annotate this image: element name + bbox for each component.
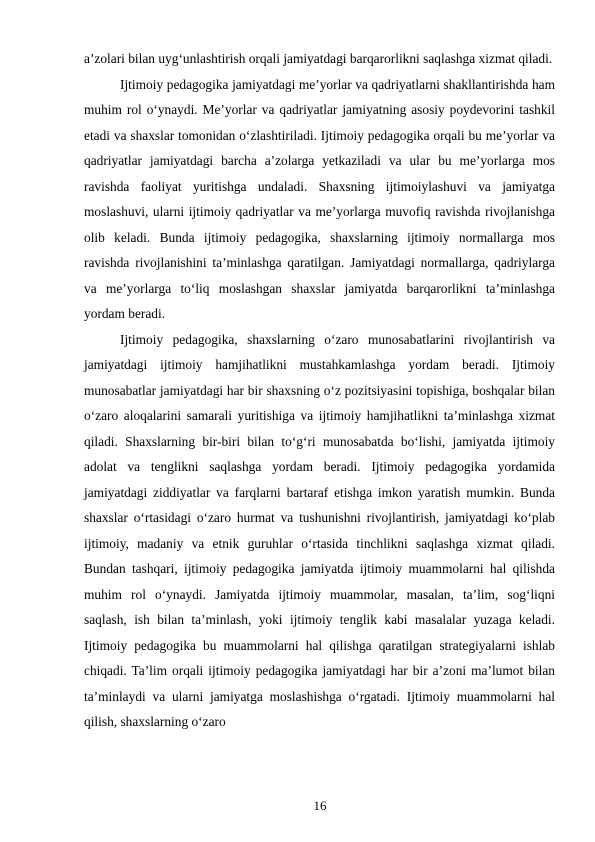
paragraph: Ijtimoiy pedagogika, shaxslarning o‘zaro munosabatlarini rivojlantirish va jamiyatdagi ijtimoiy hamjihatlikni mustahkamlashga yordam beradi. Ijtimoiy munosabatlar jamiyatdagi har bir shaxsning o‘z pozitsiyasini topishiga, boshqalar bilan o‘zaro aloqalarini samarali yuritishiga va ijtimoiy hamjihatlikni ta’minlashga xizmat qiladi. Shaxslarning bir-biri bilan to‘g‘ri munosabatda bo‘lishi, jamiyatda ijtimoiy adolat va tenglikni saqlashga yordam beradi. Ijtimoiy pedagogika yordamida jamiyatdagi ziddiyatlar va farqlarni bartaraf etishga imkon yaratish mumkin. Bunda shaxslar o‘rtasidagi o‘zaro hurmat va tushunishni rivojlantirish, jamiyatdagi ko‘plab ijtimoiy, madaniy va etnik guruhlar o‘rtasida tinchlikni saqlashga xizmat qiladi. Bundan tashqari, ijtimoiy pedagogika jamiyatda ijtimoiy muammolarni hal qilishda muhim rol o‘ynaydi. Jamiyatda ijtimoiy muammolar, masalan, ta’lim, sog‘liqni saqlash, ish bilan ta’minlash, yoki ijtimoiy tenglik kabi masalalar yuzaga keladi. Ijtimoiy pedagogika bu muammolarni hal qilishga qaratilgan strategiyalarni ishlab chiqadi. Ta’lim orqali ijtimoiy pedagogika jamiyatdagi har bir a’zoni ma’lumot bilan ta’minlaydi va ularni jamiyatga moslashishga o‘rgatadi. Ijtimoiy muammolarni hal qilish, shaxslarning o‘zaro (84, 331, 555, 729)
body-text (84, 46, 555, 735)
paragraph-continuation: a’zolari bilan uyg‘unlashtirish orqali jamiyatdagi barqarorlikni saqlashga xizmat qiladi. (84, 51, 553, 66)
page-number: 16 (313, 798, 327, 813)
paragraph: Ijtimoiy pedagogika jamiyatdagi me’yorlar va qadriyatlarni shakllantirishda ham muhim rol o‘ynaydi. Me’yorlar va qadriyatlar jamiyatning asosiy poydevorini tashkil etadi va shaxslar tomonidan o‘zlashtiriladi. Ijtimoiy pedagogika orqali bu me’yorlar va qadriyatlar jamiyatdagi barcha a’zolarga yetkaziladi va ular bu me’yorlarga mos ravishda faoliyat yuritishga undaladi. Shaxsning ijtimoiylashuvi va jamiyatga moslashuvi, ularni ijtimoiy qadriyatlar va me’yorlarga muvofiq ravishda rivojlanishga olib keladi. Bunda ijtimoiy pedagogika, shaxslarning ijtimoiy normallarga mos ravishda rivojlanishini ta’minlashga qaratilgan. Jamiyatdagi normallarga, qadriylarga va me’yorlarga to‘liq moslashgan shaxslar jamiyatda barqarorlikni ta’minlashga yordam beradi. (84, 76, 555, 321)
